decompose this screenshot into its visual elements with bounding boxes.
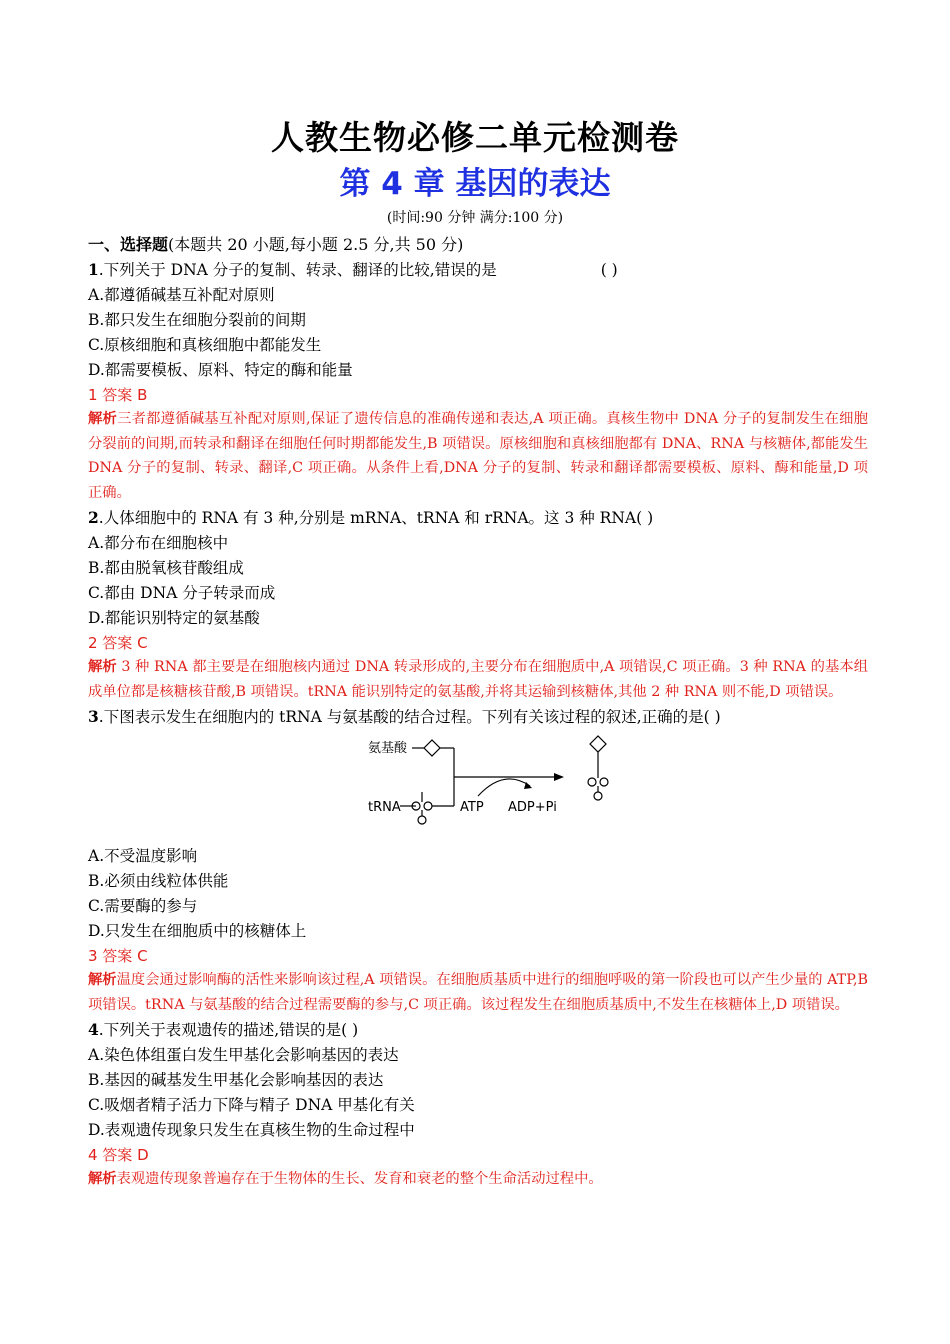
atp-conversion-curve	[478, 779, 530, 796]
explanation-label: 解析	[88, 1171, 117, 1187]
question-number: 4	[88, 1020, 99, 1039]
option-a: A.都遵循碱基互补配对原则	[88, 286, 275, 304]
option-b: B.基因的碱基发生甲基化会影响基因的表达	[88, 1071, 384, 1089]
question-stem	[88, 704, 868, 730]
explanation-label: 解析	[88, 972, 117, 988]
question-3	[88, 704, 868, 1017]
product-amino-acid-diamond-icon	[590, 736, 606, 752]
answer-line: 1 答案 B	[88, 386, 148, 404]
reaction-arrowhead-icon	[554, 773, 564, 781]
option-a: A.染色体组蛋白发生甲基化会影响基因的表达	[88, 1046, 399, 1064]
option-b: B.都由脱氧核苷酸组成	[88, 559, 244, 577]
atp-label: ATP	[460, 800, 484, 815]
question-stem	[88, 1017, 868, 1043]
adp-pi-label: ADP+Pi	[508, 800, 557, 815]
document-title: 人教生物必修二单元检测卷	[271, 118, 679, 157]
trna-label: tRNA	[368, 800, 401, 815]
option-d: D.都能识别特定的氨基酸	[88, 609, 260, 627]
explanation	[88, 968, 868, 1017]
question-stem	[88, 505, 868, 531]
option-a: A.都分布在细胞核中	[88, 534, 229, 552]
explanation	[88, 655, 868, 704]
question-2	[88, 505, 868, 704]
option-d: D.只发生在细胞质中的核糖体上	[88, 922, 307, 940]
option-b: B.必须由线粒体供能	[88, 872, 229, 890]
option-d: D.表观遗传现象只发生在真核生物的生命过程中	[88, 1121, 415, 1139]
question-text: .人体细胞中的 RNA 有 3 种,分别是 mRNA、tRNA 和 rRNA。这 3 种 RNA( )	[98, 509, 654, 527]
explanation-label: 解析	[88, 659, 117, 675]
option-a: A.不受温度影响	[88, 847, 198, 865]
chapter-title: 第 4 章 基因的表达	[339, 166, 611, 202]
option-c: C.吸烟者精子活力下降与精子 DNA 甲基化有关	[88, 1096, 415, 1114]
trna-binding-diagram	[366, 734, 666, 834]
explanation	[88, 407, 868, 505]
option-d: D.都需要模板、原料、特定的酶和能量	[88, 361, 353, 379]
trna-amino-acid-figure	[88, 730, 868, 844]
answer-line: 2 答案 C	[88, 634, 148, 652]
answer-blank: ( )	[600, 261, 618, 279]
section-title: 一、选择题	[88, 235, 169, 254]
trna-cloverleaf-icon	[412, 792, 432, 824]
question-text: .下图表示发生在细胞内的 tRNA 与氨基酸的结合过程。下列有关该过程的叙述,正确的是( )	[98, 708, 721, 726]
amino-acid-diamond-icon	[424, 740, 440, 756]
product-trna-cloverleaf-icon	[588, 768, 608, 800]
option-c: C.都由 DNA 分子转录而成	[88, 584, 276, 602]
explanation-text: 3 种 RNA 都主要是在细胞核内通过 DNA 转录形成的,主要分布在细胞质中,A 项错误,C 项正确。3 种 RNA 的基本组成单位都是核糖核苷酸,B 项错误。tRNA 能识别特定的氨基酸,并将其运输到核糖体,其他 2 种 RNA 则不能,D 项错误。	[88, 659, 868, 700]
explanation-text: 表观遗传现象普遍存在于生物体的生长、发育和衰老的整个生命活动过程中。	[116, 1171, 603, 1187]
question-4	[88, 1017, 868, 1192]
option-c: C.需要酶的参与	[88, 897, 198, 915]
explanation-label: 解析	[88, 411, 118, 427]
section-heading	[88, 232, 868, 257]
question-number: 2	[88, 508, 99, 527]
explanation-text: 三者都遵循碱基互补配对原则,保证了遗传信息的准确传递和表达,A 项正确。真核生物中 DNA 分子的复制发生在细胞分裂前的间期,而转录和翻译在细胞任何时期都能发生,B 项错误。原核细胞和真核细胞都有 DNA、RNA 与核糖体,都能发生 DNA 分子的复制、转录、翻译,C 项正确。从条件上看,DNA 分子的复制、转录和翻译都需要模板、原料、酶和能量,D 项正确。	[88, 411, 868, 501]
amino-acid-label: 氨基酸	[368, 741, 408, 756]
question-text: .下列关于表观遗传的描述,错误的是( )	[98, 1021, 359, 1039]
section-note: (本题共 20 小题,每小题 2.5 分,共 50 分)	[168, 235, 464, 254]
question-stem	[88, 257, 868, 283]
explanation-text: 温度会通过影响酶的活性来影响该过程,A 项错误。在细胞质基质中进行的细胞呼吸的第一阶段也可以产生少量的 ATP,B 项错误。tRNA 与氨基酸的结合过程需要酶的参与,C 项正确。该过程发生在细胞质基质中,不发生在核糖体上,D 项错误。	[88, 972, 868, 1013]
option-b: B.都只发生在细胞分裂前的间期	[88, 311, 306, 329]
option-c: C.原核细胞和真核细胞中都能发生	[88, 336, 322, 354]
question-number: 3	[88, 707, 99, 726]
explanation	[88, 1167, 868, 1192]
question-number: 1	[88, 260, 99, 279]
question-1	[88, 257, 868, 505]
answer-line: 3 答案 C	[88, 947, 148, 965]
question-text: .下列关于 DNA 分子的复制、转录、翻译的比较,错误的是	[98, 261, 497, 279]
exam-time-info: (时间:90 分钟 满分:100 分)	[386, 210, 564, 226]
exam-content	[88, 232, 868, 1192]
answer-line: 4 答案 D	[88, 1146, 149, 1164]
